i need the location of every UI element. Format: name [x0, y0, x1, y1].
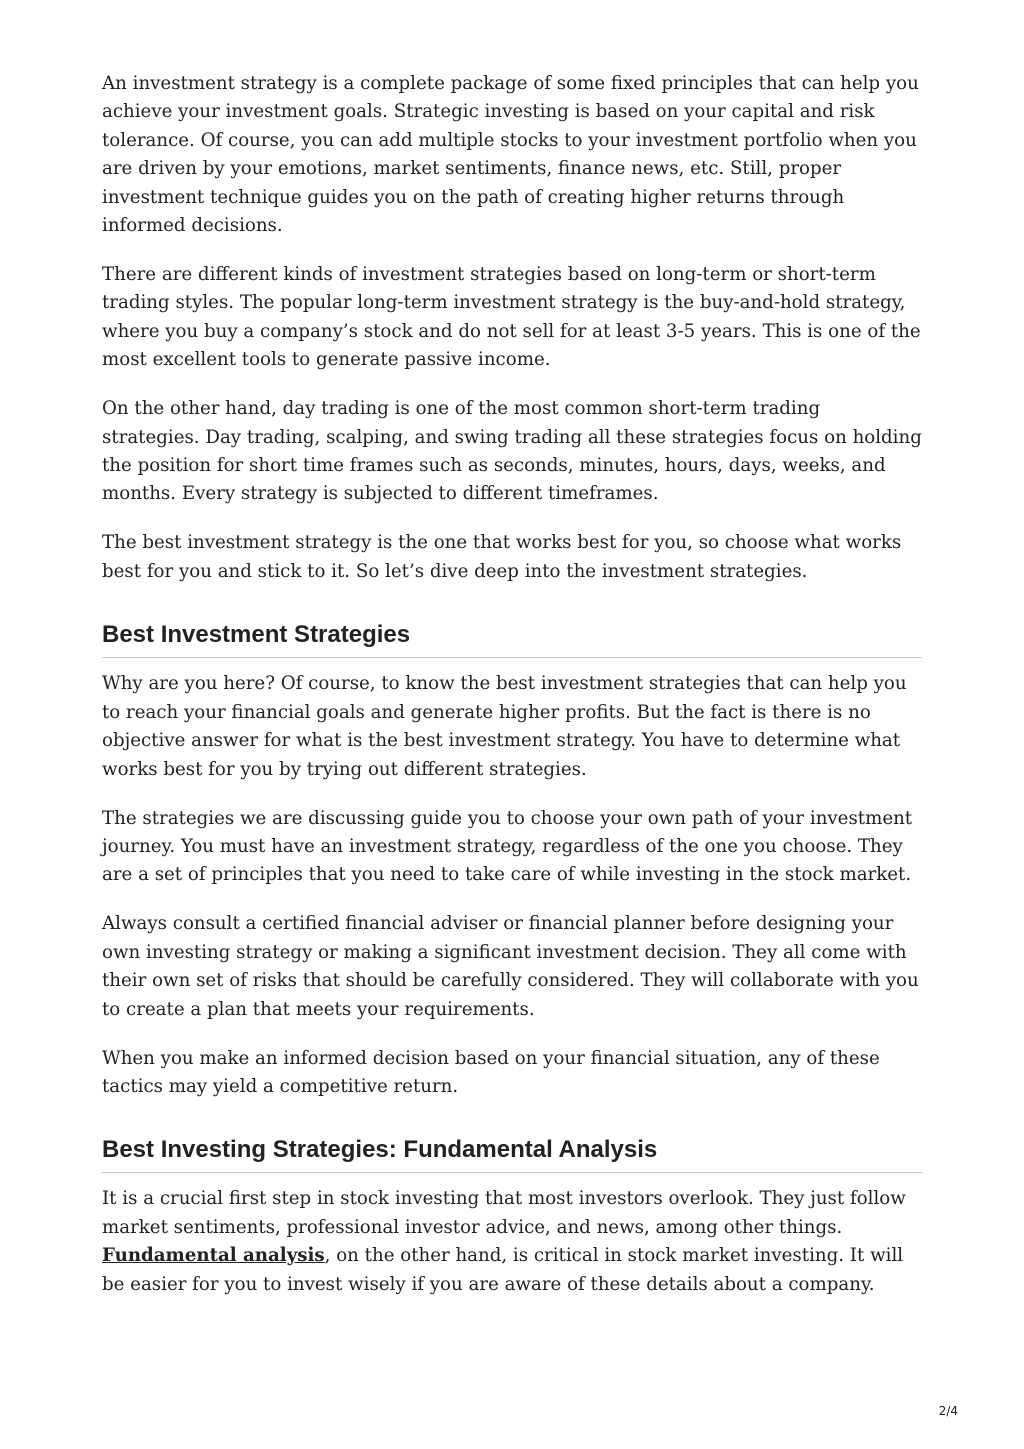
section1-paragraph-1: Why are you here? Of course, to know the best investment strategies that can help you to reach your financial goals and generate higher profits. But the fact is there is no objective answer for what is the best investment strategy. You have to determine what works best for you by trying out different strategies.	[102, 673, 907, 780]
fundamental-analysis-link[interactable]: Fundamental analysis	[102, 1245, 325, 1267]
intro-paragraph-2: There are different kinds of investment strategies based on long-term or short-term trading styles. The popular long-term investment strategy is the buy-and-hold strategy, where you buy a company’s stock and do not sell for at least 3-5 years. This is one of the most excellent tools to generate passive income.	[102, 264, 921, 371]
section-heading-best-investment-strategies: Best Investment Strategies	[102, 620, 922, 658]
section1-paragraph-4: When you make an informed decision based on your financial situation, any of these tactics may yield a competitive return.	[102, 1047, 880, 1097]
section-heading-fundamental-analysis: Best Investing Strategies: Fundamental Analysis	[102, 1135, 922, 1173]
intro-paragraph-1: An investment strategy is a complete package of some fixed principles that can help you achieve your investment goals. Strategic investing is based on your capital and risk tolerance. Of course, you can add multiple stocks to your investment portfolio when you are driven by your emotions, market sentiments, finance news, etc. Still, proper investment technique guides you on the path of creating higher returns through informed decisions.	[102, 73, 919, 237]
section2-paragraph-1	[102, 1185, 922, 1299]
section2-text-before-link: It is a crucial first step in stock investing that most investors overlook. They just follow market sentiments, professional investor advice, and news, among other things.	[102, 1188, 906, 1238]
article-body	[102, 70, 922, 1320]
page-number: 2/4	[938, 1404, 958, 1418]
intro-paragraph-4: The best investment strategy is the one that works best for you, so choose what works best for you and stick to it. So let’s dive deep into the investment strategies.	[102, 532, 902, 582]
intro-paragraph-3: On the other hand, day trading is one of the most common short-term trading strategies. Day trading, scalping, and swing trading all these strategies focus on holding the position for short time frames such as seconds, minutes, hours, days, weeks, and months. Every strategy is subjected to different timeframes.	[102, 398, 922, 505]
section1-paragraph-2: The strategies we are discussing guide you to choose your own path of your investment journey. You must have an investment strategy, regardless of the one you choose. They are a set of principles that you need to take care of while investing in the stock market.	[102, 807, 913, 886]
section1-paragraph-3: Always consult a certified financial adviser or financial planner before designing your own investing strategy or making a significant investment decision. They all come with their own set of risks that should be carefully considered. They will collaborate with you to create a plan that meets your requirements.	[102, 913, 919, 1020]
section2-text-after-link: , on the other hand, is critical in stock market investing. It will be easier for you to invest wisely if you are aware of these details about a company.	[102, 1245, 904, 1295]
